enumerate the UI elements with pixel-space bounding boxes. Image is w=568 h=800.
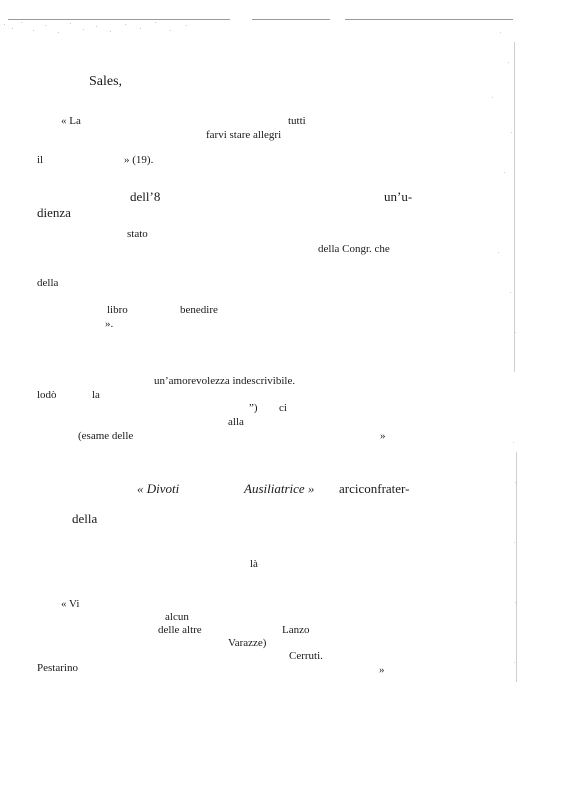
text-arciconfrater: arciconfrater-: [339, 481, 410, 496]
text-close-quote-3: »: [379, 664, 385, 676]
scan-noise-top-left: [0, 18, 200, 40]
text-varazze: Varazze): [228, 637, 267, 649]
text-la-quote: « La: [61, 115, 81, 127]
text-lodo: lodò: [37, 389, 57, 401]
text-la-2: la: [92, 389, 100, 401]
text-close-quote-2: »: [380, 430, 386, 442]
text-amorevolezza: un’amorevolezza indescrivibile.: [154, 375, 296, 387]
text-della-2: della: [72, 511, 98, 526]
scan-noise-right-margin: [470, 22, 518, 682]
text-close-quote-1: ».: [105, 318, 114, 330]
text-dell8: dell’8: [130, 189, 161, 204]
text-della-1: della: [37, 277, 59, 289]
text-divoti: « Divoti: [137, 481, 180, 496]
text-alla: alla: [228, 416, 244, 428]
text-ausiliatrice: Ausiliatrice »: [244, 481, 315, 496]
text-dienza: dienza: [37, 205, 71, 220]
scan-top-line-right: [345, 19, 513, 20]
text-farvi: farvi stare allegri: [206, 129, 282, 141]
text-unu: un’u-: [384, 189, 413, 204]
text-alcun: alcun: [165, 611, 189, 623]
text-quote-ref: ”): [249, 402, 258, 414]
text-pestarino: Pestarino: [37, 662, 78, 674]
text-delle-altre: delle altre: [158, 624, 202, 636]
text-lanzo: Lanzo: [282, 624, 310, 636]
scan-top-line-mid: [252, 19, 330, 20]
text-esame: (esame delle: [78, 430, 134, 442]
text-il: il: [37, 154, 44, 166]
text-stato: stato: [127, 228, 148, 240]
text-la-accent: là: [250, 558, 258, 570]
text-ref-19: » (19).: [124, 154, 154, 166]
text-vi-quote: « Vi: [61, 598, 80, 610]
text-tutti: tutti: [288, 115, 306, 127]
text-sales: Sales,: [89, 74, 123, 89]
text-libro: libro: [107, 304, 128, 316]
text-della-congr: della Congr. che: [318, 243, 390, 255]
text-benedire: benedire: [180, 304, 218, 316]
text-cerruti: Cerruti.: [289, 650, 323, 662]
text-ci: ci: [279, 402, 287, 414]
